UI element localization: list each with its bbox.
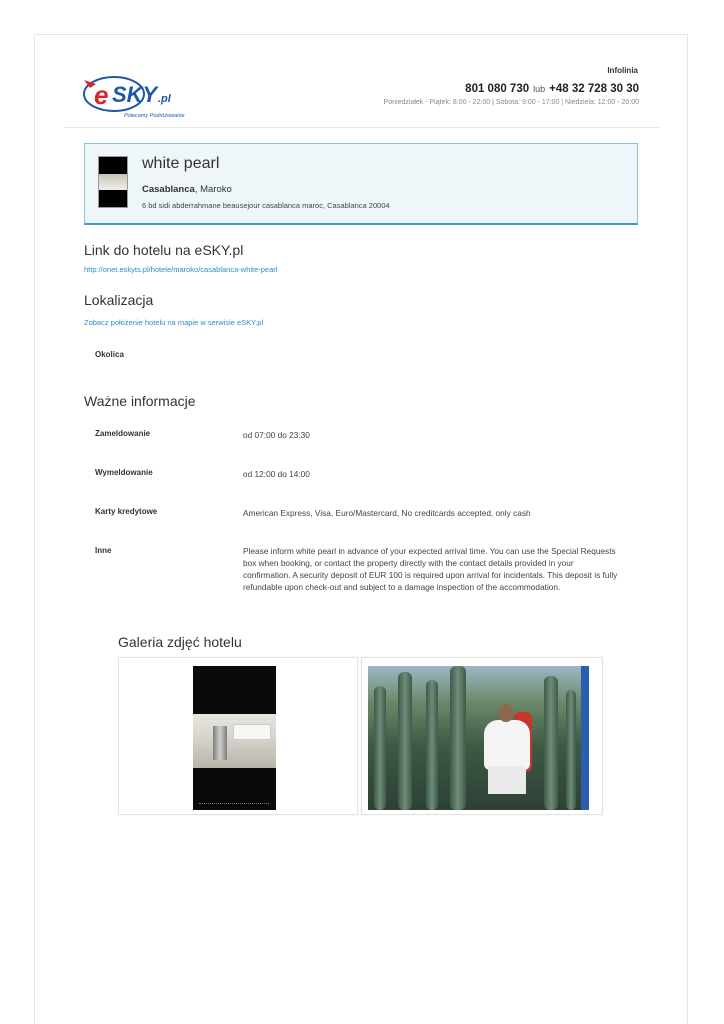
okolica-label: Okolica bbox=[95, 350, 124, 359]
other-value: Please inform white pearl in advance of your expected arrival time. You can use the Special Requests box when booking, or contact the property directly with the contact details provided in your confirmation. A security deposit of EUR 100 is required upon arrival for incidentals. This deposit is fully refundable upon check-out and subject to a damage inspection of the accommodation. bbox=[243, 546, 618, 592]
svg-text:Polecamy Podróżowanie: Polecamy Podróżowanie bbox=[124, 113, 185, 119]
checkin-value: od 07:00 do 23:30 bbox=[243, 430, 310, 440]
svg-text:e: e bbox=[94, 80, 109, 110]
phone-numbers bbox=[465, 83, 639, 95]
hotel-name: white pearl bbox=[142, 155, 220, 172]
credit-cards-value: American Express, Visa, Euro/Mastercard, No creditcards accepted, only cash bbox=[243, 508, 531, 518]
garden-photo bbox=[368, 666, 589, 810]
svg-text:.pl: .pl bbox=[158, 93, 171, 105]
gallery-photo-2[interactable] bbox=[361, 657, 603, 815]
kitchen-photo bbox=[193, 666, 276, 810]
svg-text:SKY: SKY bbox=[112, 82, 158, 107]
hotel-city: Casablanca bbox=[142, 184, 195, 195]
esky-logo[interactable] bbox=[80, 68, 190, 123]
info-section-title: Ważne informacje bbox=[84, 393, 196, 409]
phone-or: lub bbox=[533, 84, 546, 94]
hotel-address: 6 bd sidi abderrahmane beausejour casablanca maroc, Casablanca 20004 bbox=[142, 201, 390, 210]
link-section-title: Link do hotelu na eSKY.pl bbox=[84, 242, 244, 258]
infolinia-label: Infolinia bbox=[607, 66, 638, 75]
checkout-label: Wymeldowanie bbox=[95, 468, 153, 477]
location-section-title: Lokalizacja bbox=[84, 292, 154, 308]
hotel-thumbnail[interactable] bbox=[98, 156, 128, 208]
phone-primary[interactable]: 801 080 730 bbox=[465, 83, 530, 95]
hotel-summary-box bbox=[84, 143, 638, 225]
other-label: Inne bbox=[95, 546, 112, 555]
phone-secondary[interactable]: +48 32 728 30 30 bbox=[549, 83, 639, 95]
gallery-title: Galeria zdjęć hotelu bbox=[118, 634, 242, 650]
gallery-photo-1[interactable] bbox=[118, 657, 358, 815]
opening-hours: Poniedziałek - Piątek: 8:00 - 22:00 | Sobota: 9:00 - 17:00 | Niedziela: 12:00 - 20:00 bbox=[383, 99, 639, 106]
checkout-value: od 12:00 do 14:00 bbox=[243, 469, 310, 479]
hotel-url-link[interactable]: http://onet.eskyts.pl/hotele/maroko/casablanca-white-pearl bbox=[84, 265, 278, 274]
checkin-label: Zameldowanie bbox=[95, 429, 151, 438]
credit-cards-label: Karty kredytowe bbox=[95, 507, 158, 516]
hotel-location bbox=[142, 184, 232, 195]
header-divider bbox=[64, 127, 660, 128]
hotel-country: , Maroko bbox=[194, 184, 232, 195]
map-link[interactable]: Zobacz położenie hotelu na mapie w serwisie eSKY.pl bbox=[84, 318, 264, 327]
